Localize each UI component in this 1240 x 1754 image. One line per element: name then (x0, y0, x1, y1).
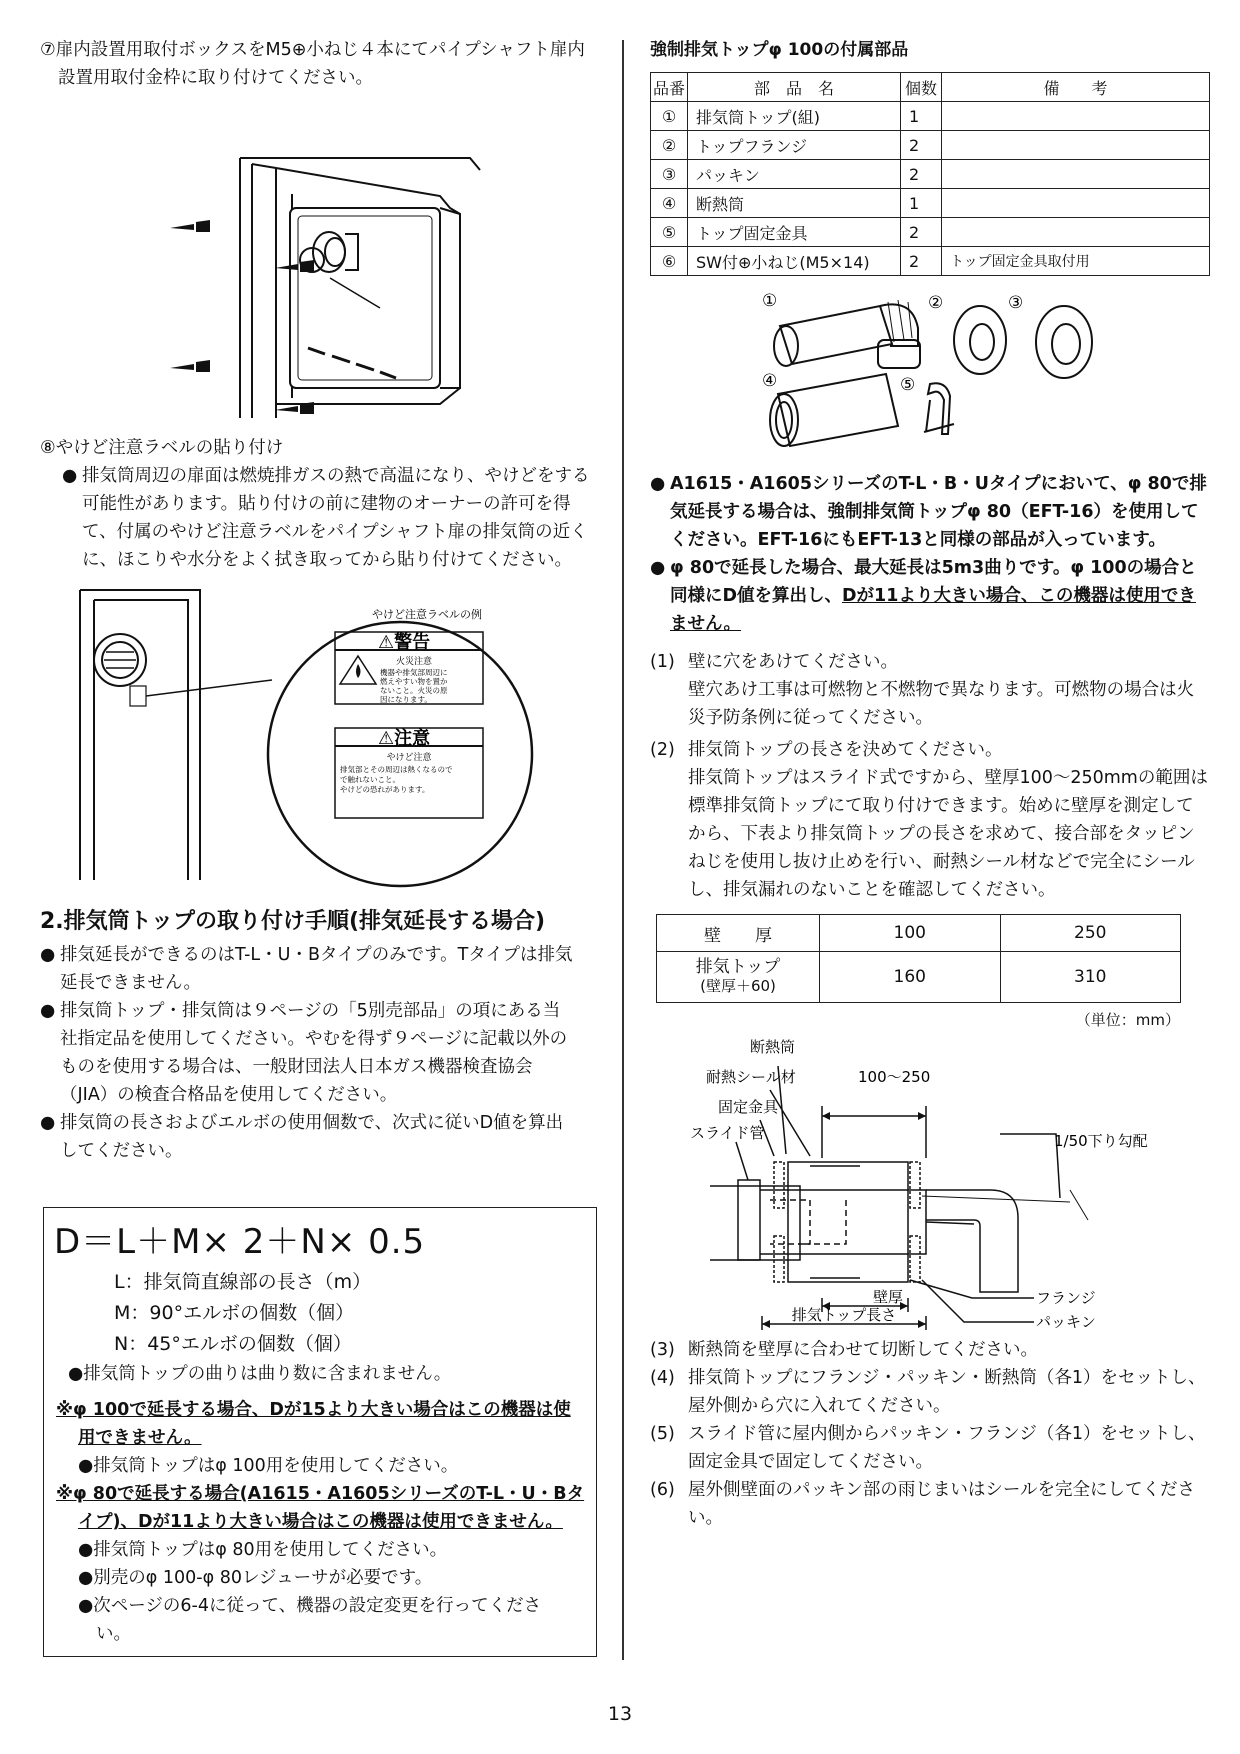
right-bullets (650, 470, 1210, 638)
cell-line-2: (壁厚＋60) (700, 977, 776, 995)
step-4-text: 排気筒トップにフランジ・パッキン・断熱筒（各1）をセットし、屋外側から穴に入れてください。 (688, 1368, 1206, 1416)
label-caption: やけど注意ラベルの例 (372, 608, 482, 621)
formula-definitions (114, 1267, 596, 1360)
caution-text-3: やけどの恐れがあります。 (340, 785, 430, 794)
step-5 (650, 1420, 1210, 1476)
left-column (40, 36, 595, 1165)
formula-expression: D＝L＋M× 2＋N× 0.5 (54, 1222, 426, 1262)
step-8-title: ⑧やけど注意ラベルの貼り付け (40, 438, 284, 458)
section-2-bullet-2: ● 排気筒トップ・排気筒は９ページの「5別売部品」の項にある当社指定品を使用してください。やむを得ず９ページに記載以外のものを使用する場合は、一般財団法人日本ガス機器検査協会（JIA）の検査合格品を使用してください。 (40, 1001, 568, 1105)
section-2-bullet-3: ● 排気筒の長さおよびエルボの使用個数で、次式に従いD値を算出してください。 (40, 1113, 564, 1161)
formula-note: ●排気筒トップの曲りは曲り数に含まれません。 (68, 1364, 452, 1384)
def-l: L：排気筒直線部の長さ（m） (114, 1271, 372, 1293)
cell: 断熱筒 (688, 189, 901, 218)
warning-text-1: 機器や排気部周辺に (380, 668, 448, 677)
box-mounting-illustration (40, 98, 580, 428)
cell: ④ (651, 189, 688, 218)
burn-label-illustration (40, 580, 600, 900)
bullet-phi80-part: ● A1615・A1605シリーズのT-L・B・Uタイプにおいて、φ 80で排気延長する場合は、強制排気筒トップφ 80（EFT-16）を使用してください。EFT-16にもEFT-13と同様の部品が入っています。 (650, 474, 1207, 550)
warning-phi80-bullet-2: ●別売のφ 100-φ 80レジューサが必要です。 (78, 1568, 433, 1588)
table-row (651, 131, 1210, 160)
installation-diagram (650, 1030, 1210, 1330)
steps-3-6 (650, 1336, 1210, 1532)
cell: 壁 厚 (657, 915, 820, 952)
table-row (651, 247, 1210, 276)
table-row (657, 952, 1181, 1003)
label-slide: スライド管 (690, 1124, 765, 1142)
bullet-phi80-max-warning: Dが11より大きい場合、この機器は使用できません。 (670, 586, 1196, 634)
step-3-text: 断熱筒を壁厚に合わせて切断してください。 (688, 1340, 1038, 1360)
step-1-detail: 壁穴あけ工事は可燃物と不燃物で異なります。可燃物の場合は火災予防条例に従ってください。 (688, 680, 1195, 728)
cell: トップ固定金具 (688, 218, 901, 247)
caution-text-2: で触れないこと。 (340, 775, 400, 784)
step-2-detail: 排気筒トップはスライド式ですから、壁厚100〜250mmの範囲は標準排気筒トップにて取り付けできます。始めに壁厚を測定してから、下表より排気筒トップの長さを求めて、接合部をタッピンねじを使用し抜け止めを行い、耐熱シール材などで完全にシールし、排気漏れのないことを確認してください。 (688, 768, 1208, 900)
table-row (651, 189, 1210, 218)
cell: 2 (901, 160, 942, 189)
cell: 1 (901, 102, 942, 131)
warning-phi80: ※φ 80で延長する場合(A1615・A1605シリーズのT-L・U・Bタイプ)、Dが11より大きい場合はこの機器は使用できません。 (56, 1484, 585, 1532)
cell: 310 (1000, 952, 1181, 1003)
col-part-name: 部 品 名 (688, 73, 901, 102)
table-row (651, 218, 1210, 247)
cell: パッキン (688, 160, 901, 189)
table-row (651, 160, 1210, 189)
step-5-text: スライド管に屋内側からパッキン・フランジ（各1）をセットし、固定金具で固定してください。 (688, 1424, 1206, 1472)
parts-table (650, 72, 1210, 276)
column-divider (622, 40, 624, 1660)
cell: トップ固定金具取付用 (942, 247, 1210, 276)
wall-thickness-table (656, 914, 1181, 1003)
cell: 2 (901, 218, 942, 247)
cell: ① (651, 102, 688, 131)
step-3-number: (3) (650, 1340, 675, 1360)
section-2-bullet-1: ● 排気延長ができるのはT-L・U・Bタイプのみです。Tタイプは排気延長できません。 (40, 945, 573, 993)
cell (657, 952, 820, 1003)
warning-text-4: 因になります。 (380, 695, 432, 704)
step-2 (650, 736, 1210, 904)
caution-heading: ⚠注意 (378, 728, 431, 749)
label-flange: フランジ (1036, 1289, 1096, 1307)
section-2-bullets (40, 941, 575, 1165)
cell (942, 131, 1210, 160)
cell (942, 102, 1210, 131)
cell: 250 (1000, 915, 1181, 952)
parts-table-title: 強制排気トップφ 100の付属部品 (650, 40, 909, 60)
warning-phi100: ※φ 100で延長する場合、Dが15より大きい場合はこの機器は使用できません。 (56, 1400, 571, 1448)
step-6-number: (6) (650, 1480, 675, 1500)
step-2-title: 排気筒トップの長さを決めてください。 (688, 740, 1003, 760)
step-4 (650, 1364, 1210, 1420)
page-number: 13 (607, 1703, 633, 1725)
label-packing: パッキン (1036, 1313, 1096, 1330)
warning-phi80-bullet-3: ●次ページの6-4に従って、機器の設定変更を行ってください。 (78, 1596, 542, 1644)
step-1-title: 壁に穴をあけてください。 (688, 652, 898, 672)
bullet-phi80-max: ● φ 80で延長した場合、最大延長は5m3曲りです。φ 100の場合と同様にD値を算出し、Dが11より大きい場合、この機器は使用できません。 (650, 558, 1197, 634)
cell: SW付⊕小ねじ(M5×14) (688, 247, 901, 276)
warning-text-3: ないこと。火災の原 (380, 686, 448, 695)
cell: 2 (901, 247, 942, 276)
cell: 排気筒トップ(組) (688, 102, 901, 131)
cell (942, 189, 1210, 218)
col-count: 個数 (901, 73, 942, 102)
step-1-number: (1) (650, 652, 675, 672)
bullet-phi80-part-text: A1615・A1605シリーズのT-L・B・Uタイプにおいて、φ 80で排気延長する場合は、強制排気筒トップφ 80（EFT-16）を使用してください。EFT-16にもEFT-13と同様の部品が入っています。 (670, 474, 1207, 550)
step-6-text: 屋外側壁面のパッキン部の雨じまいはシールを完全にしてください。 (688, 1480, 1195, 1528)
parts-illustration (650, 284, 1210, 464)
section-2-bullet-3-text: 排気筒の長さおよびエルボの使用個数で、次式に従いD値を算出してください。 (60, 1113, 564, 1161)
label-kotei: 固定金具 (718, 1098, 779, 1116)
step-1 (650, 648, 1210, 732)
cell (942, 218, 1210, 247)
cell: ② (651, 131, 688, 160)
cell-line-1: 排気トップ (695, 957, 781, 977)
section-2-bullet-1-text: 排気延長ができるのはT-L・U・Bタイプのみです。Tタイプは排気延長できません。 (60, 945, 573, 993)
bullet-phi80-max-text: φ 80で延長した場合、最大延長は5m3曲りです。φ 100の場合と同様にD値を算出し、 (670, 558, 1197, 606)
cell: 160 (820, 952, 1001, 1003)
table-row (657, 915, 1181, 952)
label-top-length: 排気トップ長さ (791, 1306, 897, 1324)
warning-subheading: 火災注意 (395, 657, 433, 667)
def-m: M：90°エルボの個数（個） (114, 1302, 355, 1324)
cell: ⑥ (651, 247, 688, 276)
section-2-title: 2.排気筒トップの取り付け手順(排気延長する場合) (40, 909, 546, 934)
def-n: N：45°エルボの個数（個） (114, 1333, 352, 1355)
label-slope: 1/50下り勾配 (1054, 1132, 1148, 1150)
label-seal: 耐熱シール材 (706, 1068, 796, 1086)
warning-phi80-bullet-1: ●排気筒トップはφ 80用を使用してください。 (78, 1540, 448, 1560)
warning-text-2: 燃えやすい物を置か (380, 677, 448, 686)
step-8-bullet: ● 排気筒周辺の扉面は燃焼排ガスの熱で高温になり、やけどをする可能性があります。貼り付けの前に建物のオーナーの許可を得て、付属のやけど注意ラベルをパイプシャフト扉の排気筒の近くに、ほこりや水分をよく拭き取ってから貼り付けてください。 (62, 466, 590, 570)
step-7-text: ⑦扉内設置用取付ボックスをM5⊕小ねじ４本にてパイプシャフト扉内設置用取付金枠に取り付けてください。 (40, 40, 585, 88)
unit-note: （単位：mm） (1075, 1011, 1180, 1029)
part-label-4: ④ (762, 371, 778, 391)
table-row (651, 102, 1210, 131)
step-4-number: (4) (650, 1368, 675, 1388)
label-range: 100〜250 (858, 1068, 931, 1086)
cell: ⑤ (651, 218, 688, 247)
cell: 2 (901, 131, 942, 160)
caution-subheading: やけど注意 (386, 753, 432, 763)
cell: 100 (820, 915, 1001, 952)
part-label-3: ③ (1008, 293, 1024, 313)
right-column (650, 36, 1210, 1532)
step-3 (650, 1336, 1210, 1364)
col-number: 品番 (651, 73, 688, 102)
cell: ③ (651, 160, 688, 189)
caution-text-1: 排気部とその周辺は熱くなるので (340, 765, 453, 774)
part-label-2: ② (928, 293, 944, 313)
step-6 (650, 1476, 1210, 1532)
step-8-bullet-text: 排気筒周辺の扉面は燃焼排ガスの熱で高温になり、やけどをする可能性があります。貼り付けの前に建物のオーナーの許可を得て、付属のやけど注意ラベルをパイプシャフト扉の排気筒の近くに、ほこりや水分をよく拭き取ってから貼り付けてください。 (82, 466, 590, 570)
label-kabe: 壁厚 (872, 1288, 904, 1306)
part-label-1: ① (762, 291, 778, 311)
cell (942, 160, 1210, 189)
section-2-bullet-2-text: 排気筒トップ・排気筒は９ページの「5別売部品」の項にある当社指定品を使用してください。やむを得ず９ページに記載以外のものを使用する場合は、一般財団法人日本ガス機器検査協会（JIA）の検査合格品を使用してください。 (60, 1001, 568, 1105)
step-5-number: (5) (650, 1424, 675, 1444)
cell: トップフランジ (688, 131, 901, 160)
label-dannetsu: 断熱筒 (750, 1038, 796, 1056)
cell: 1 (901, 189, 942, 218)
formula-box (43, 1207, 597, 1657)
steps-1-2 (650, 648, 1210, 904)
warning-heading: ⚠警告 (378, 632, 431, 653)
warning-phi100-bullet: ●排気筒トップはφ 100用を使用してください。 (78, 1456, 459, 1476)
col-remarks: 備 考 (942, 73, 1210, 102)
step-2-number: (2) (650, 740, 675, 760)
parts-table-header (651, 73, 1210, 102)
part-label-5: ⑤ (900, 375, 916, 395)
